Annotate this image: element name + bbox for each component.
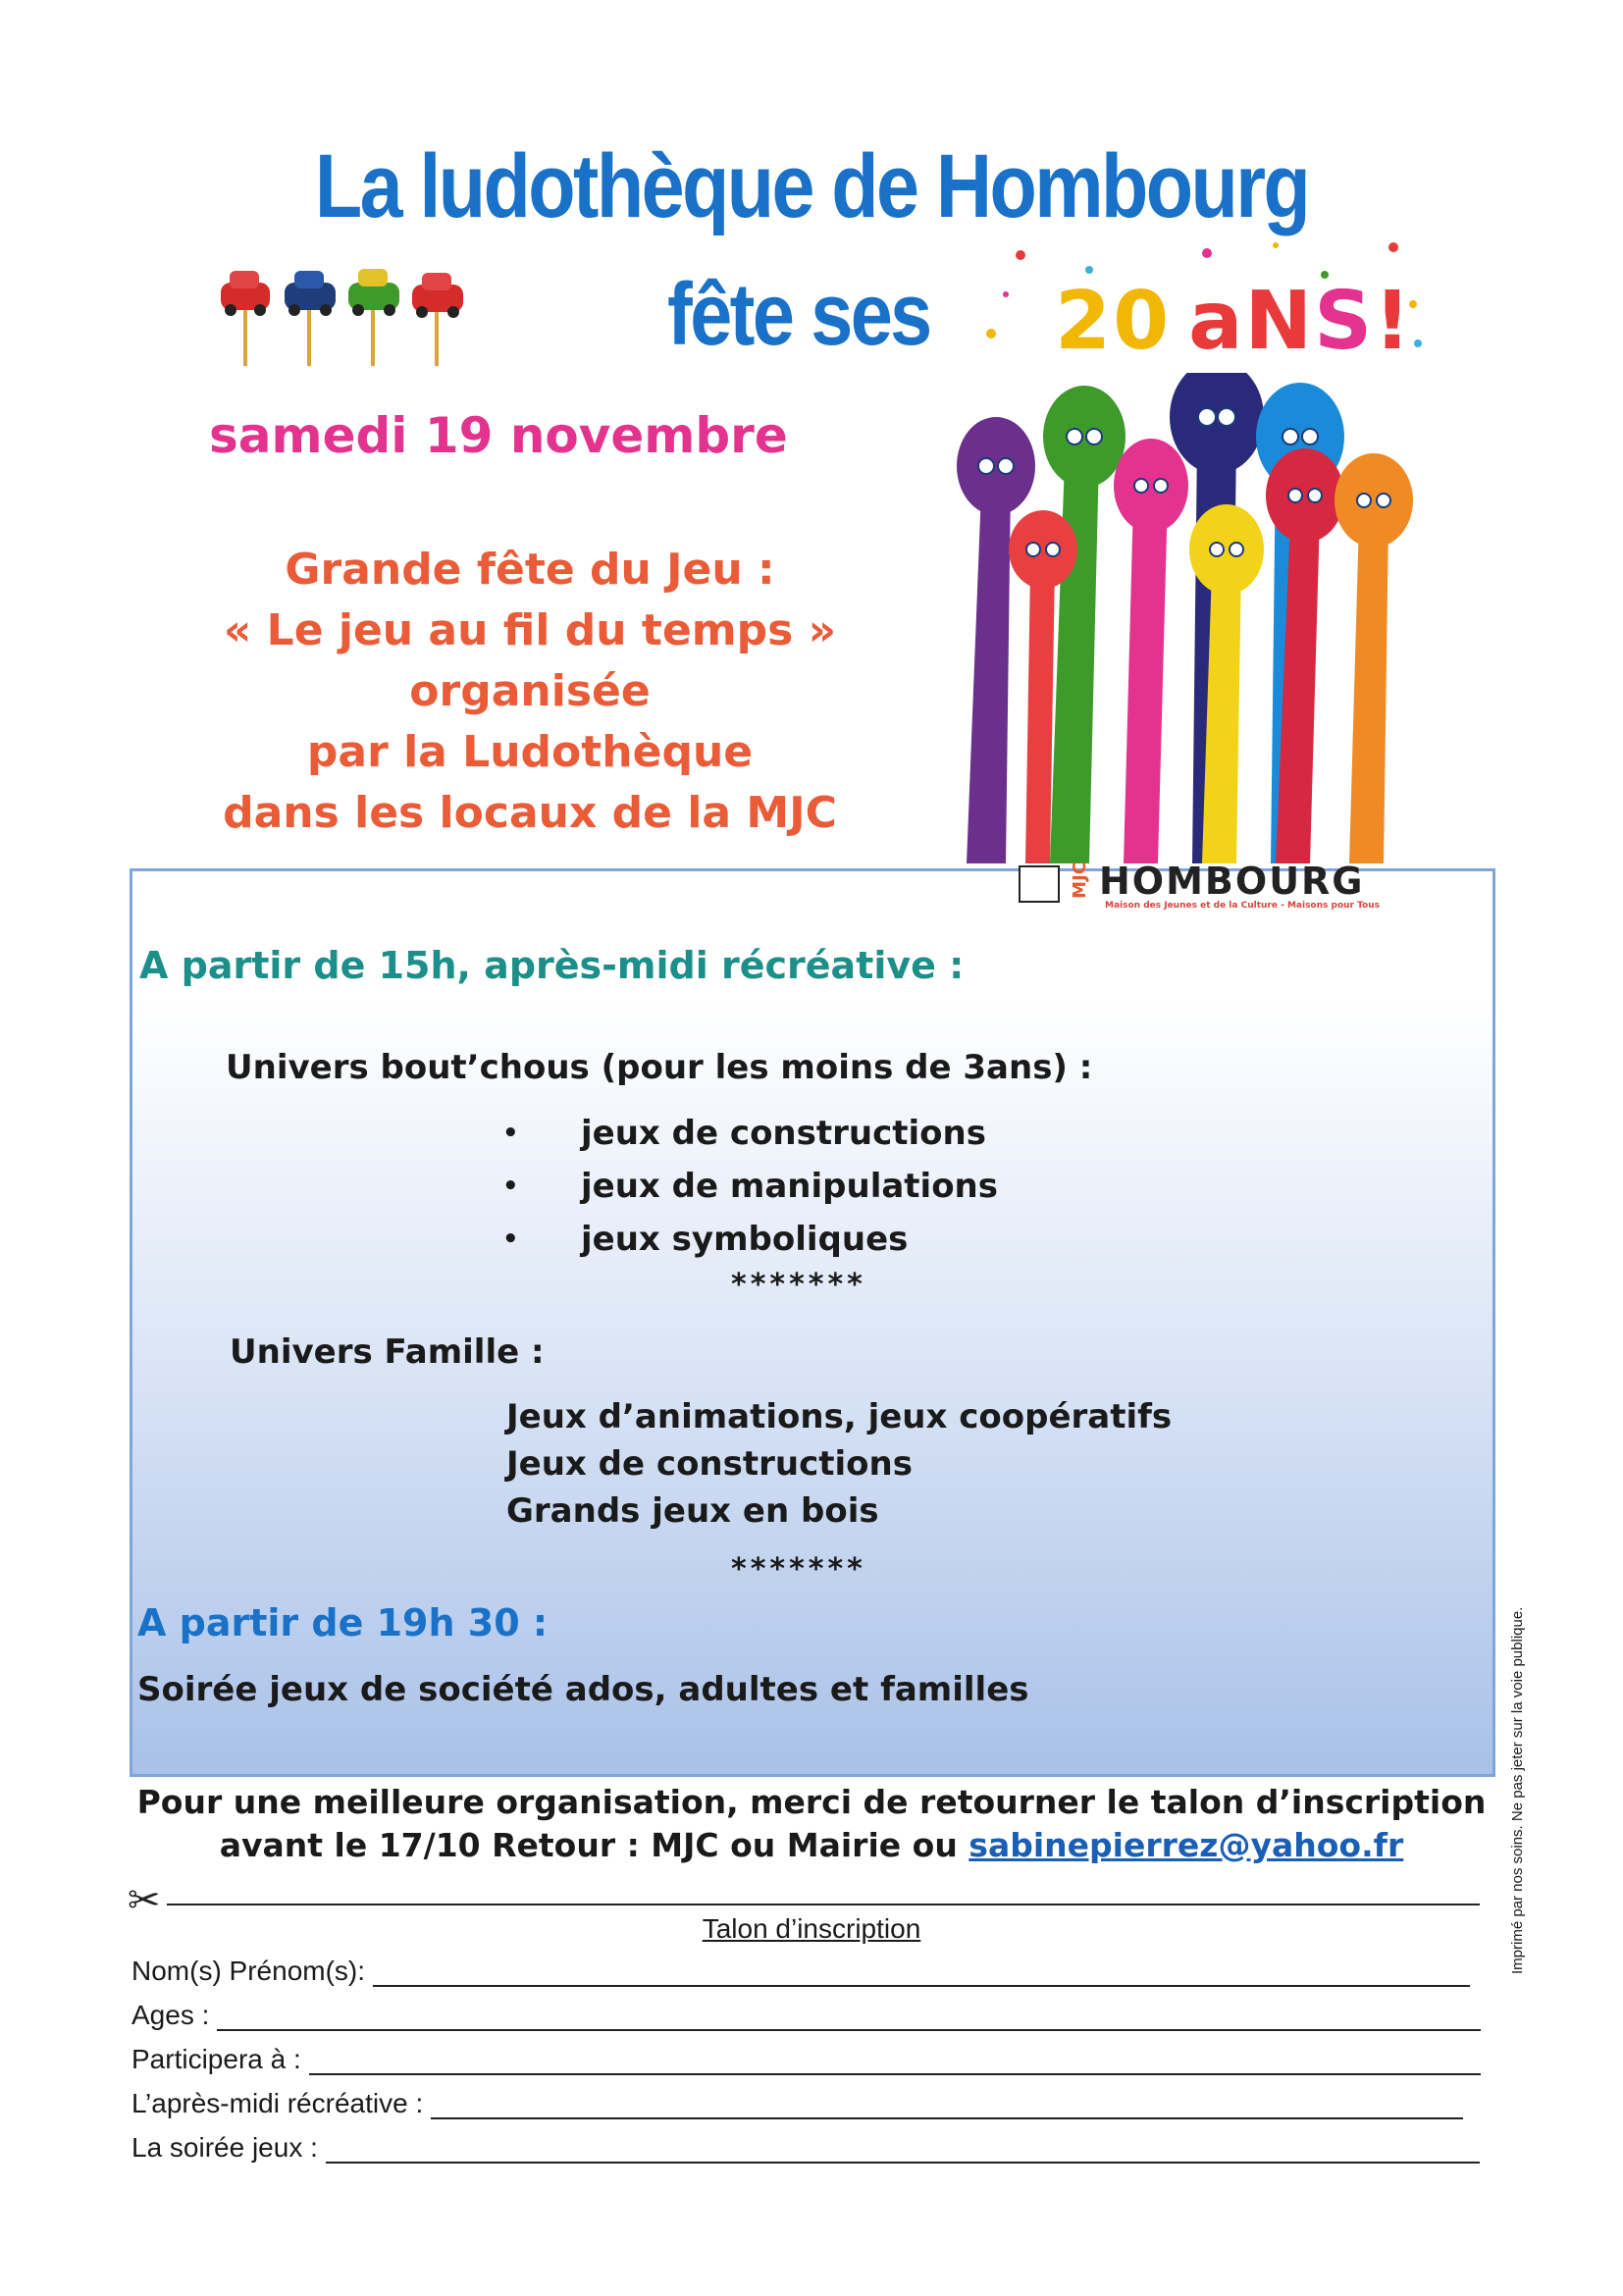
notice-line-1: Pour une meilleure organisation, merci de retourner le talon d’inscription — [136, 1783, 1487, 1821]
event-line: dans les locaux de la MJC — [223, 788, 837, 838]
list-item: Grands jeux en bois — [506, 1491, 879, 1531]
separator: ******* — [731, 1552, 866, 1587]
form-title: Talon d’inscription — [702, 1913, 921, 1944]
evening-title: A partir de 19h 30 : — [137, 1601, 549, 1644]
separator: ******* — [731, 1268, 866, 1302]
cut-line — [167, 1904, 1480, 1905]
toy-car-red — [221, 271, 270, 366]
evening-field[interactable] — [326, 2138, 1480, 2164]
form-label: Ages : — [131, 2000, 210, 2030]
anniversary-char: 0 — [1113, 275, 1172, 368]
list-item: • jeux symboliques — [502, 1213, 998, 1266]
event-line: « Le jeu au fil du temps » — [223, 605, 837, 655]
email-link[interactable]: sabinepierrez@yahoo.fr — [969, 1826, 1404, 1864]
form-row-ages — [131, 2000, 1481, 2031]
list-item: Jeux de constructions — [506, 1444, 913, 1484]
form-label: Participera à : — [131, 2044, 301, 2074]
toddlers-title: Univers bout’chous (pour les moins de 3ans) : — [226, 1048, 1093, 1087]
scissors-icon: ✂ — [128, 1878, 161, 1923]
event-line: par la Ludothèque — [306, 727, 754, 777]
return-notice — [0, 1781, 1623, 1867]
logo-name: HOMBOURG — [1099, 860, 1365, 903]
list-item: • jeux de constructions — [502, 1107, 998, 1160]
family-list — [506, 1393, 1172, 1535]
list-item: Jeux d’animations, jeux coopératifs — [506, 1397, 1173, 1436]
form-row-name — [131, 1956, 1470, 1987]
toy-car-navy — [285, 271, 336, 366]
event-line: Grande fête du Jeu : — [285, 545, 775, 595]
form-row-participation — [131, 2044, 1481, 2075]
toy-cars-image — [216, 263, 476, 381]
event-description — [147, 540, 913, 844]
ages-field[interactable] — [217, 2006, 1481, 2031]
logo-tagline: Maison des Jeunes et de la Culture - Maisons pour Tous — [1105, 901, 1381, 911]
list-item: • jeux de manipulations — [502, 1160, 998, 1213]
anniversary-char: S — [1314, 275, 1375, 368]
logo-prefix: MJC — [1070, 861, 1090, 899]
event-line: organisée — [409, 666, 651, 716]
toy-car-green — [348, 269, 399, 366]
form-label: Nom(s) Prénom(s): — [131, 1956, 366, 1986]
page-title: La ludothèque de Hombourg — [314, 136, 1309, 236]
anniversary-char: a — [1188, 275, 1245, 368]
evening-text: Soirée jeux de société ados, adultes et familles — [137, 1670, 1029, 1709]
toddlers-list — [502, 1107, 998, 1266]
mjc-house-logo-icon — [1019, 865, 1060, 903]
participation-field[interactable] — [309, 2050, 1481, 2075]
afternoon-title: A partir de 15h, après-midi récréative : — [139, 944, 965, 987]
page-subtitle: fête ses — [667, 266, 930, 364]
anniversary-char: N — [1244, 275, 1315, 368]
anniversary-text — [1055, 275, 1413, 368]
form-label: La soirée jeux : — [131, 2132, 318, 2163]
anniversary-char: ! — [1374, 275, 1413, 368]
form-row-evening — [131, 2132, 1480, 2164]
notice-line-2 — [0, 1824, 1623, 1867]
form-row-afternoon — [131, 2088, 1463, 2119]
print-notice: Imprimé par nos soins. Ne pas jeter sur la voie publique. — [1509, 1606, 1526, 1974]
afternoon-field[interactable] — [431, 2094, 1463, 2119]
colorful-hands-image — [927, 373, 1457, 863]
notice-line-2-text: avant le 17/10 Retour : MJC ou Mairie ou — [219, 1826, 969, 1864]
anniversary-char: 2 — [1055, 275, 1114, 368]
family-title: Univers Famille : — [230, 1332, 545, 1372]
event-date: samedi 19 novembre — [209, 407, 788, 464]
toy-car-red-2 — [412, 273, 463, 366]
form-label: L’après-midi récréative : — [131, 2088, 424, 2118]
name-field[interactable] — [373, 1961, 1470, 1987]
